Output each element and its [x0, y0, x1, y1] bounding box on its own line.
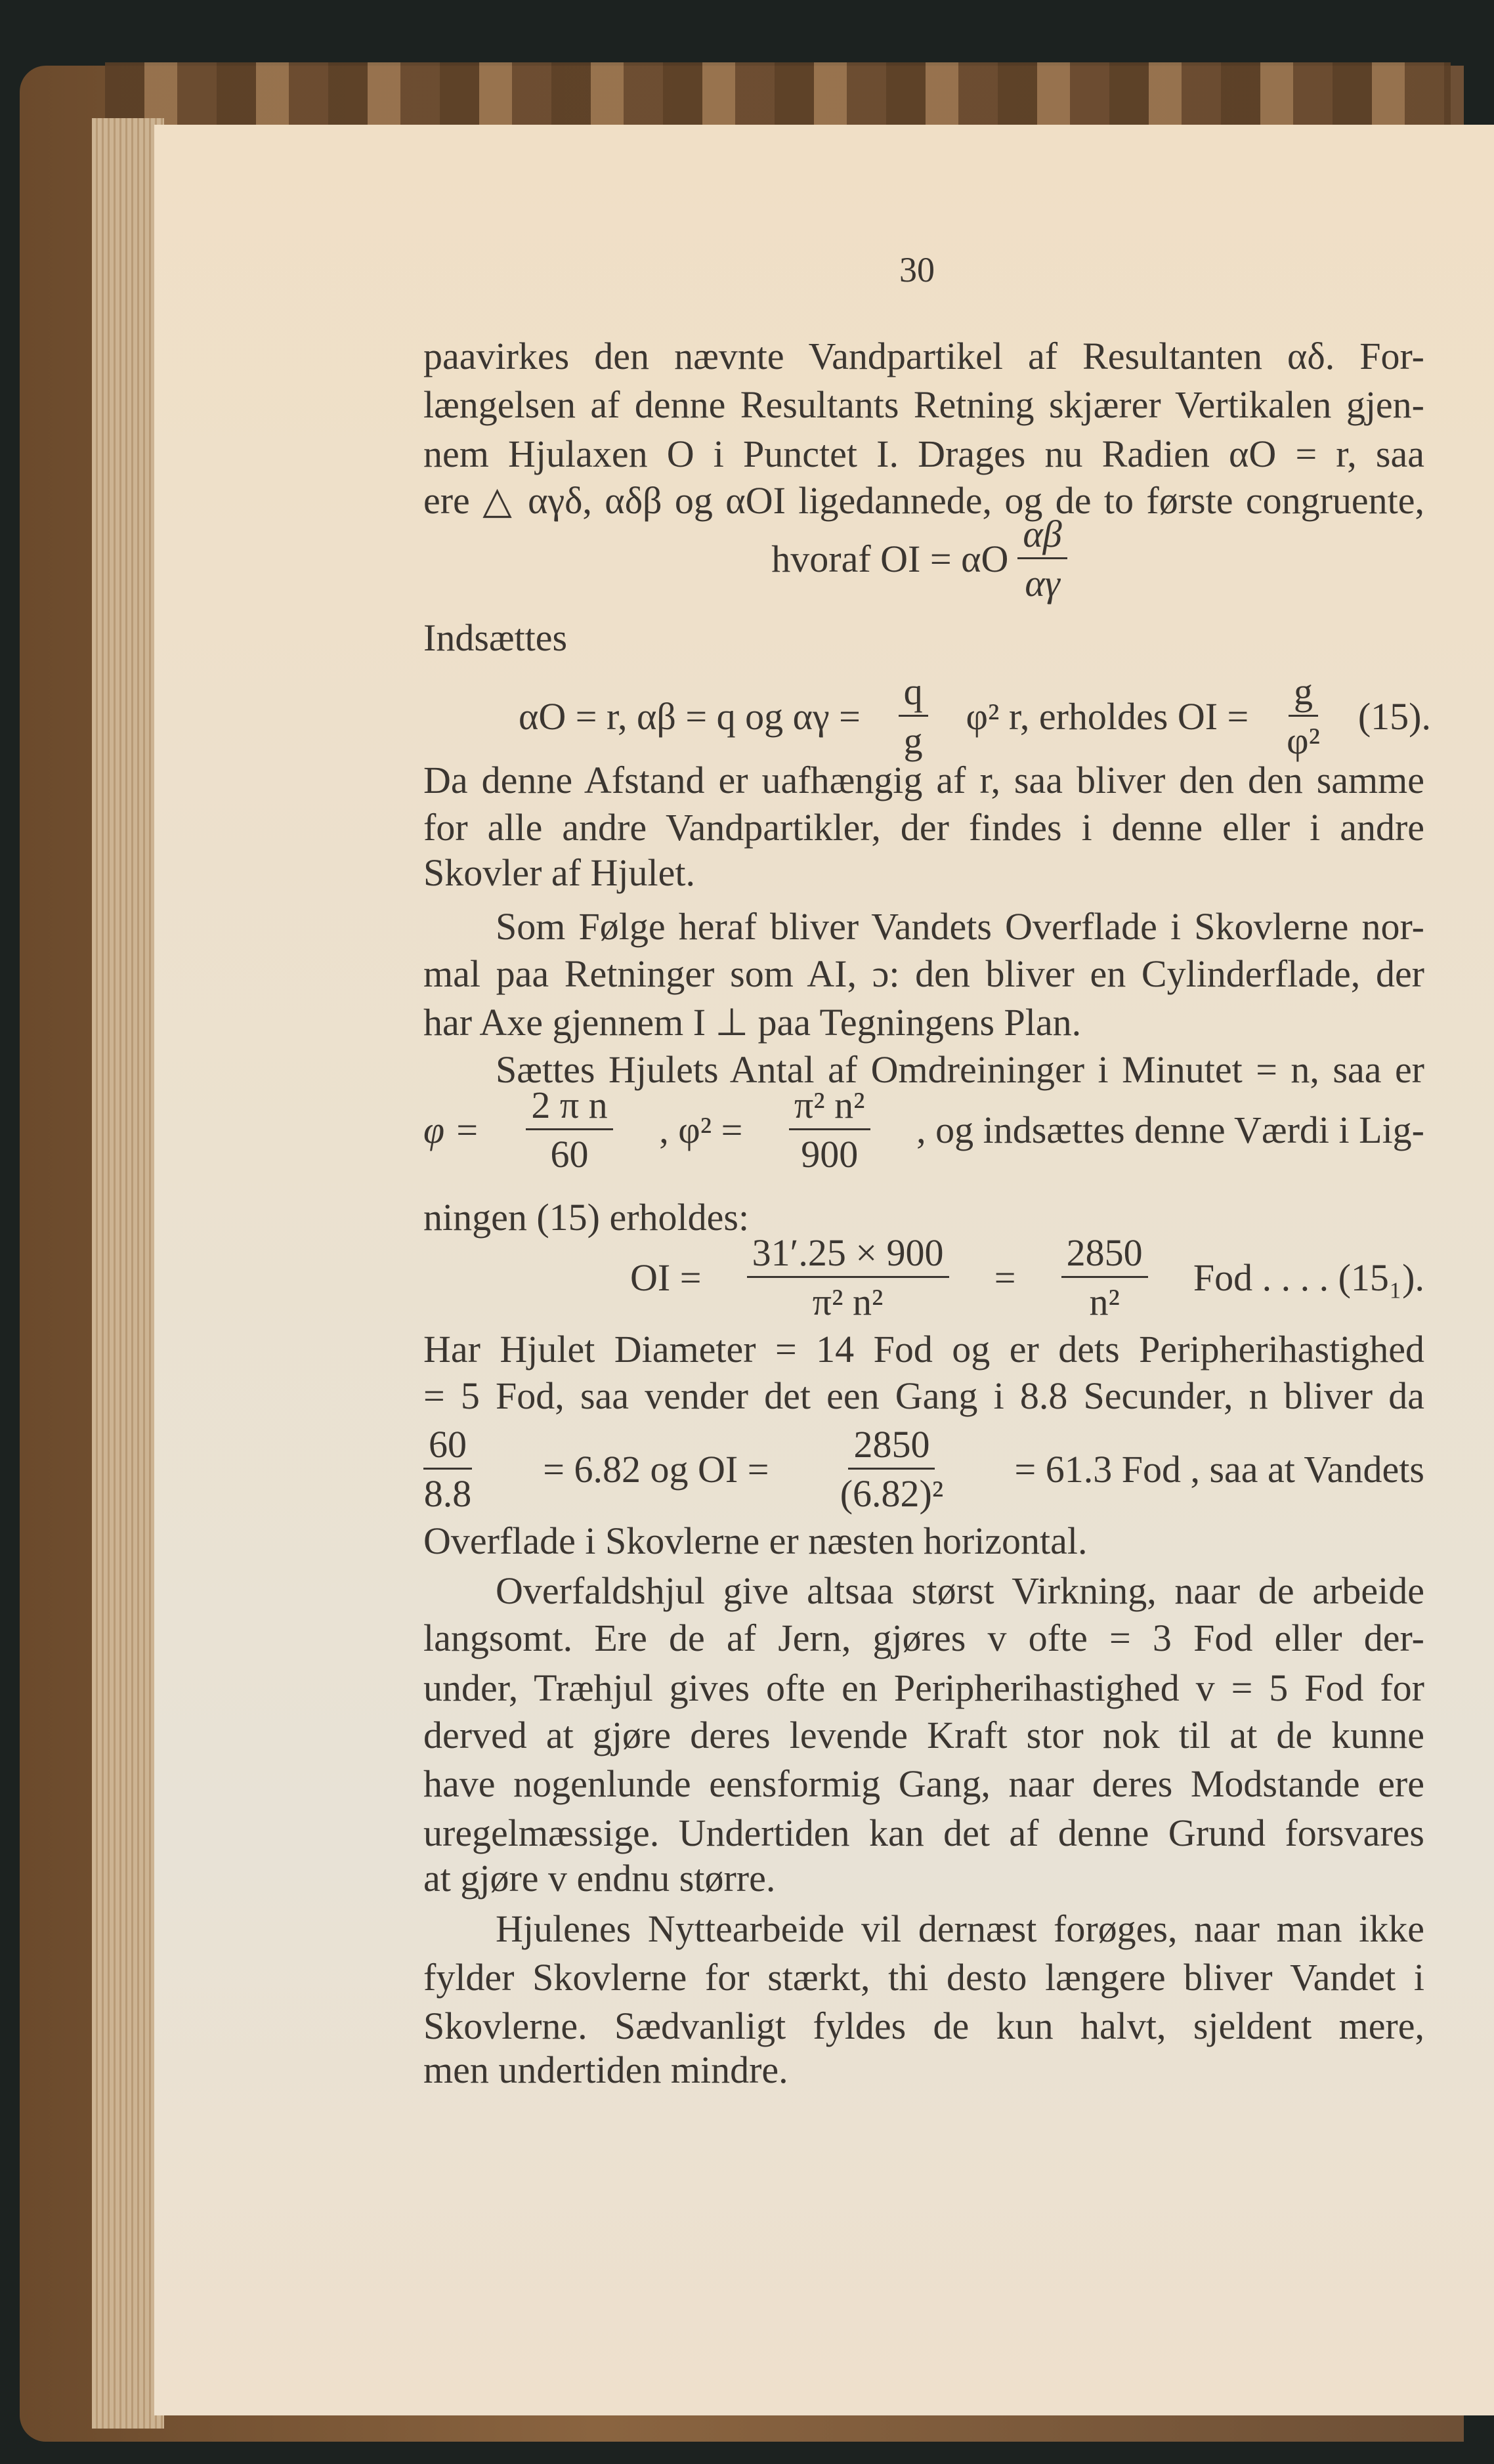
text-line: mal paa Retninger som AI, ɔ: den bliver en Cylinderflade, der: [423, 952, 1424, 995]
fraction-numerator: g: [1289, 673, 1318, 717]
page-edges: [92, 118, 164, 2429]
formula-text: φ =: [423, 1109, 480, 1151]
formula-text: , og indsættes denne Værdi i Lig-: [916, 1109, 1424, 1151]
formula-phi: [423, 1086, 1424, 1174]
formula-hvoraf: [423, 515, 1424, 603]
text-line: Skovlerne. Sædvanligt fyldes de kun halvt, sjeldent mere,: [423, 2005, 1424, 2047]
fraction-denominator: 900: [801, 1133, 859, 1176]
fraction-numerator: 2850: [1061, 1234, 1148, 1278]
text-line: Indsættes: [423, 616, 568, 659]
page-number: 30: [899, 250, 935, 289]
text-line: at gjøre v endnu større.: [423, 1857, 776, 1900]
fraction-numerator: 2850: [848, 1426, 935, 1470]
text-line: = 5 Fod, saa vender det een Gang i 8.8 Secunder, n bliver da: [423, 1374, 1424, 1417]
equation-number: (15).: [1357, 695, 1431, 738]
formula-text: αO = r, αβ = q og αγ =: [519, 695, 861, 738]
text-line: Sættes Hjulets Antal af Omdreininger i Minutet = n, saa er: [496, 1048, 1424, 1091]
equation-number: Fod . . . . (15₁).: [1193, 1256, 1424, 1299]
formula-text: φ² r, erholdes OI =: [966, 695, 1249, 738]
formula-text: , φ² =: [659, 1109, 743, 1151]
formula-numeric: [423, 1423, 1424, 1515]
formula-15-1: [630, 1231, 1424, 1323]
text-line: Som Følge heraf bliver Vandets Overflade i Skovlerne nor-: [496, 905, 1424, 948]
text-line: ningen (15) erholdes:: [423, 1196, 750, 1239]
fraction-numerator: 60: [423, 1426, 472, 1470]
fraction-denominator: αγ: [1025, 562, 1060, 605]
text-line: Overfaldshjul give altsaa størst Virkning, naar de arbeide: [496, 1569, 1424, 1612]
text-line: men undertiden mindre.: [423, 2049, 788, 2091]
fraction-numerator: q: [899, 673, 928, 717]
fraction-numerator: 2 π n: [526, 1086, 612, 1130]
text-line: Overflade i Skovlerne er næsten horizontal.: [423, 1519, 1088, 1562]
formula-text: = 6.82 og OI =: [543, 1448, 769, 1491]
text-line: langsomt. Ere de af Jern, gjøres v ofte = 3 Fod eller der-: [423, 1617, 1424, 1659]
fraction-denominator: 8.8: [423, 1472, 472, 1515]
fraction-denominator: (6.82)²: [840, 1472, 944, 1515]
formula-text: OI =: [630, 1256, 702, 1299]
book-top-edge: [105, 62, 1451, 135]
text-line: længelsen af denne Resultants Retning skjærer Vertikalen gjen-: [423, 383, 1424, 426]
text-line: Hjulenes Nyttearbeide vil dernæst forøges, naar man ikke: [496, 1907, 1424, 1950]
fraction-numerator: π² n²: [789, 1086, 870, 1130]
fraction-denominator: g: [903, 719, 923, 762]
text-line: Skovler af Hjulet.: [423, 851, 695, 894]
text-line: uregelmæssige. Undertiden kan det af denne Grund forsvares: [423, 1812, 1424, 1854]
text-line: under, Træhjul gives ofte en Peripherihastighed v = 5 Fod for: [423, 1667, 1424, 1709]
fraction-numerator: 31′.25 × 900: [747, 1234, 949, 1278]
text-line: Har Hjulet Diameter = 14 Fod og er dets Peripherihastighed: [423, 1328, 1424, 1370]
formula-text: =: [994, 1256, 1016, 1299]
formula-text: = 61.3 Fod , saa at Vandets: [1014, 1448, 1424, 1491]
text-line: Da denne Afstand er uafhængig af r, saa bliver den den samme: [423, 759, 1424, 801]
fraction-denominator: 60: [550, 1133, 589, 1176]
text-line: har Axe gjennem I ⊥ paa Tegningens Plan.: [423, 1001, 1082, 1044]
fraction-denominator: π² n²: [812, 1281, 884, 1323]
text-line: fylder Skovlerne for stærkt, thi desto længere bliver Vandet i: [423, 1956, 1424, 1999]
text-line: for alle andre Vandpartikler, der findes i denne eller i andre: [423, 806, 1424, 849]
fraction-denominator: φ²: [1287, 719, 1320, 762]
text-line: paavirkes den nævnte Vandpartikel af Resultanten αδ. For-: [423, 335, 1424, 377]
text-line: nem Hjulaxen O i Punctet I. Drages nu Radien αO = r, saa: [423, 433, 1424, 475]
text-line: have nogenlunde eensformig Gang, naar deres Modstande ere: [423, 1762, 1424, 1805]
formula-15: [519, 670, 1431, 762]
fraction-denominator: n²: [1089, 1281, 1120, 1323]
text-line: ere △ αγδ, αδβ og αOI ligedannede, og de to første congruente,: [423, 479, 1424, 522]
text-line: derved at gjøre deres levende Kraft stor nok til at de kunne: [423, 1714, 1424, 1756]
fraction-numerator: αβ: [1017, 515, 1067, 559]
formula-text: hvoraf OI = αO: [771, 538, 1009, 580]
